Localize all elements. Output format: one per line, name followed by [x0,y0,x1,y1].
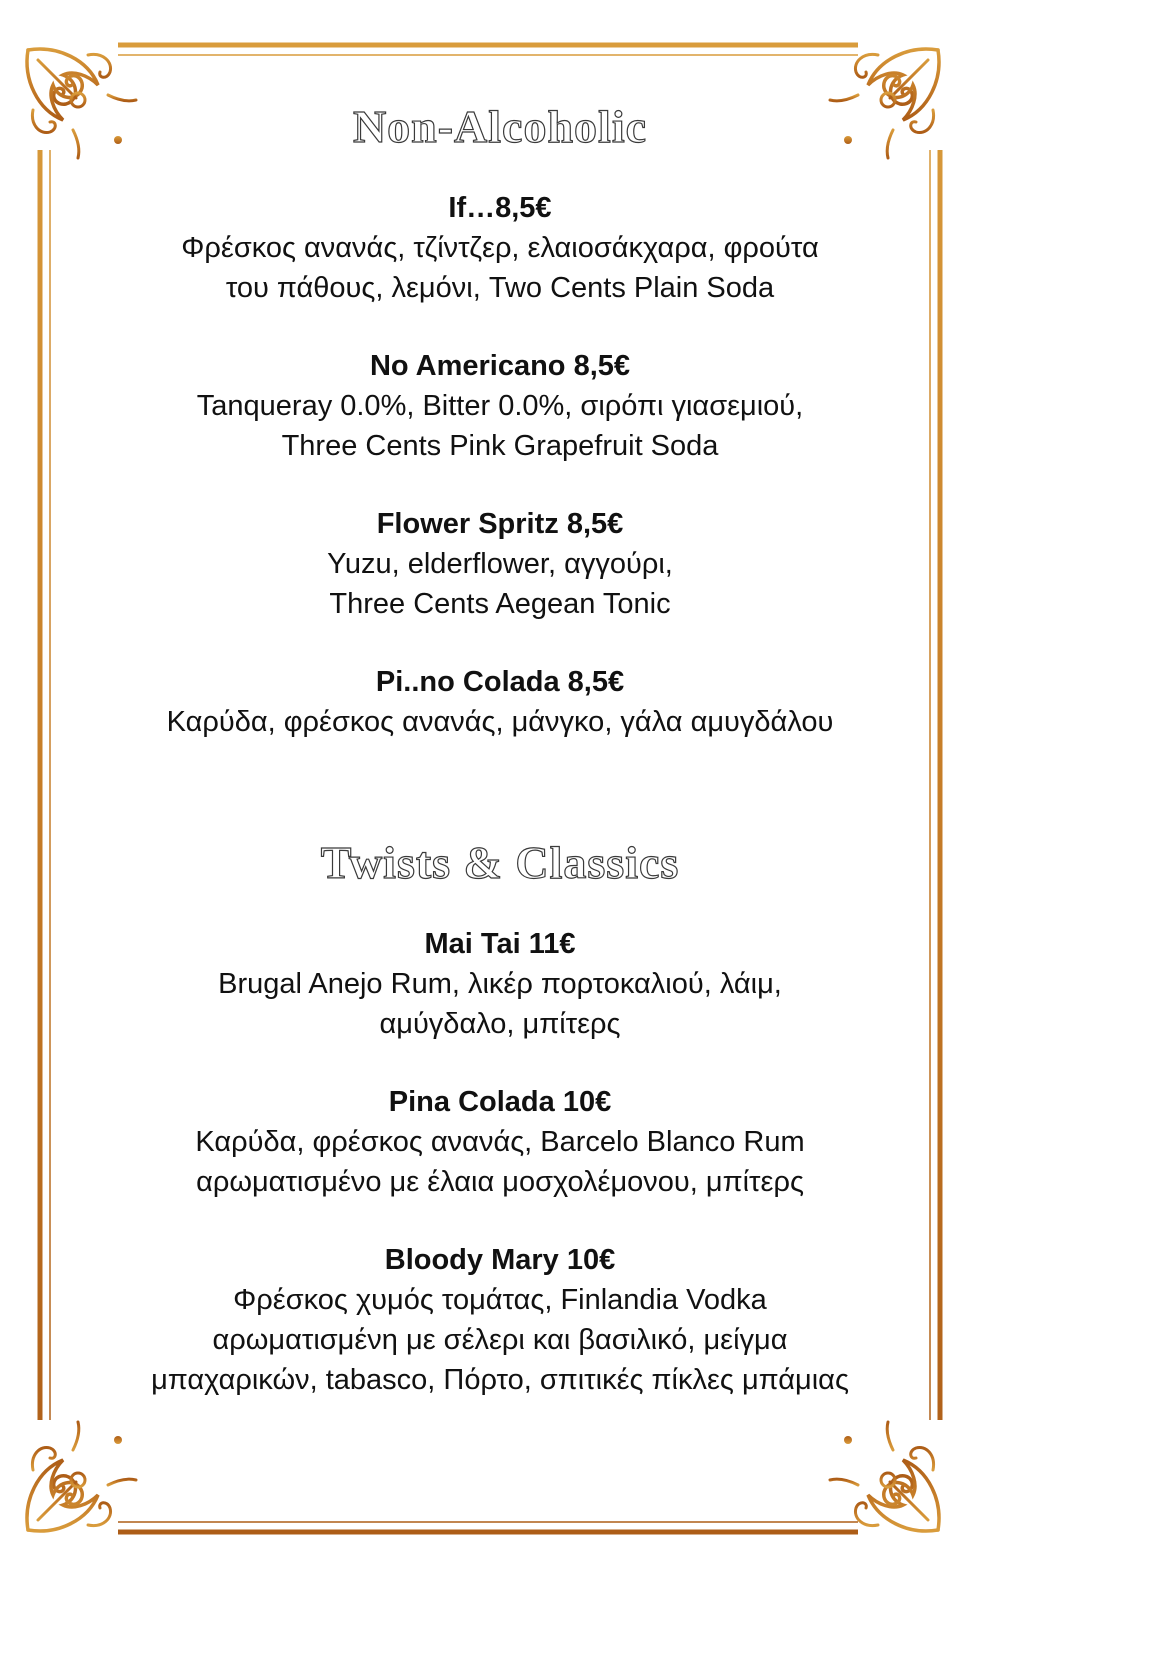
item-name: Pi..no Colada 8,5€ [375,666,625,698]
section-title-non-alcoholic: Non-Alcoholic [352,101,648,152]
item-description: Brugal Anejo Rum, λικέρ πορτοκαλιού, λάιμ, αμύγδαλο, μπίτερς [218,968,782,1040]
item-name: No Americano 8,5€ [369,350,631,382]
menu-item [60,188,940,308]
item-description: Φρέσκος ανανάς, τζίντζερ, ελαιοσάκχαρα, φρούτα του πάθους, λεμόνι, Two Cents Plain Soda [181,232,819,304]
menu-item [60,346,940,466]
menu-item [60,662,940,742]
item-name: Bloody Mary 10€ [384,1244,616,1276]
item-name: Mai Tai 11€ [424,928,576,960]
menu-item [60,1082,940,1202]
item-description: Yuzu, elderflower, αγγούρι, Three Cents Aegean Tonic [327,548,673,620]
item-description: Καρύδα, φρέσκος ανανάς, Barcelo Blanco Rum αρωματισμένο με έλαια μοσχολέμονου, μπίτερς [195,1126,805,1198]
item-description: Tanqueray 0.0%, Bitter 0.0%, σιρόπι γιασεμιού, Three Cents Pink Grapefruit Soda [196,390,804,462]
menu-item [60,1240,940,1400]
item-description: Φρέσκος χυμός τομάτας, Finlandia Vodka αρωματισμένη με σέλερι και βασιλικό, μείγμα μπαχαρικών, tabasco, Πόρτο, σπιτικές πίκλες μπάμιας [151,1284,849,1396]
item-name: Flower Spritz 8,5€ [376,508,624,540]
item-name: If…8,5€ [448,192,552,224]
menu-item [60,504,940,624]
section-title-twists-classics: Twists & Classics [320,837,680,888]
item-description: Καρύδα, φρέσκος ανανάς, μάνγκο, γάλα αμυγδάλου [166,706,834,738]
item-name: Pina Colada 10€ [388,1086,612,1118]
menu-item [60,924,940,1044]
